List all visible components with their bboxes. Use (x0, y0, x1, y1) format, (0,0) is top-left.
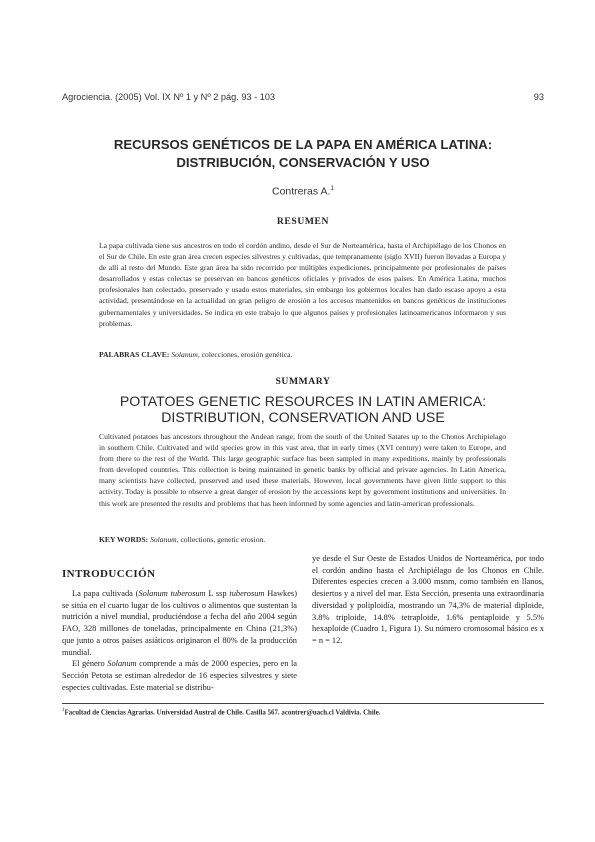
resumen-heading: RESUMEN (276, 216, 330, 227)
title-line-1: RECURSOS GENÉTICOS DE LA PAPA EN AMÉRICA LATINA: (113, 137, 493, 152)
key-words-rest: , collections, genetic erosion. (176, 535, 266, 544)
intro-paragraph-3: ye desde el Sur Oeste de Estados Unidos de Norteamérica, por todo el cordón andino hasta el Archipiélago de los Chonos en Chile. Diferentes especies crecen a 3.000 msnm, como también en llanos, desiertos y a nivel del mar. Esta Sección, presenta una extraordinaria diversidad y poliploidía, mostrando un 74,3% de material diploide, 3.8% triploide, 14.8% tetraploide, 1.6% pentaploide y 5.5% hexaploide (Cuadro 1, Figura 1). Su número cromosomal básico es x = n = 12. (312, 554, 544, 645)
palabras-clave-rest: , colecciones, erosión genética. (197, 350, 293, 359)
right-column (312, 553, 544, 647)
palabras-clave-label: PALABRAS CLAVE: (99, 350, 170, 359)
footnote (62, 708, 544, 716)
page-number: 93 (533, 92, 544, 102)
author-line (62, 185, 544, 198)
author-name: Contreras A. (272, 185, 331, 198)
english-title-line-2: DISTRIBUTION, CONSERVATION AND USE (161, 408, 445, 425)
palabras-clave-italic: Solanum (171, 350, 198, 359)
key-words-italic: Solanum (150, 535, 177, 544)
summary-text: Cultivated potatoes has ancestors throughout the Andean range, from the south of the United Satates up to the Chonos Archipielago in southern Chile. Cultivated and wild species grow in this vast area, that in early times (XVI century) were taken to Europe, and from there to the rest of the World. This large geographic surface has been sampled in many expeditions, mainly by professionals from developed countries. This collection is being maintained in genetic banks by official and private agencies. In Latin America, many scientists have collected, preserved and used these materials. However, local governments have given little support to this activity. Today is possible to observe a great danger of erosion by the accessions kept by government institutions and universities. In this work are presented the results and problems that has been informed by some agencies and latin-american professionals. (99, 432, 506, 508)
intro-paragraph-1: La papa cultivada (Solanum tuberosum L ssp tuberosum Hawkes) se sitúa en el cuarto lugar de los cultivos o alimentos que sustentan la nutrición a nivel mundial, produciéndose a fecha del año 2004 según FAO, 328 millones de toneladas, principalmente en China (21,3%) que junto a otros países asiáticos originaron el 80% de la producción mundial. (62, 589, 297, 657)
intro-paragraph-2: El género Solanum comprende a más de 2000 especies, pero en la Sección Petota se estiman alrededor de 16 especies silvestres y siete especies cultivadas. Este material se distribu- (62, 659, 297, 692)
resumen-text: La papa cultivada tiene sus ancestros en todo el cordón andino, desde el Sur de Norteamérica, hasta el Archipiélago de los Chonos en el Sur de Chile. En este gran área crecen especies silvestres y cultivadas, que tempranamente (siglo XVII) fueron llevadas a Europa y de allí al resto del Mundo. Este gran área ha sido recorrido por múltiples expediciones, principalmente por profesionales de países desarrollados y estas colectas se preservan en bancos genéticos oficiales y privados de esos países. En América Latina, muchos profesionales han colectado, preservado y usado estos materiales, sin embargo los gobiernos locales han dado escaso apoyo a esta actividad, presentándose en la actualidad un gran peligro de erosión a los accesos mantenidos en bancos genéticos de instituciones gubernamentales y universidades. Se indica en este trabajo lo que algunos países y profesionales latinoamericanos informaron y sus problemas. (99, 241, 506, 328)
journal-citation: Agrociencia. (2005) Vol. IX Nº 1 y Nº 2 pág. 93 - 103 (62, 92, 276, 102)
summary-heading: SUMMARY (275, 376, 331, 387)
article-title (62, 136, 544, 172)
left-column (62, 588, 297, 693)
footnote-rule (62, 703, 544, 704)
title-line-2: DISTRIBUCIÓN, CONSERVACIÓN Y USO (176, 155, 430, 170)
english-title (62, 394, 544, 426)
english-title-line-1: POTATOES GENETIC RESOURCES IN LATIN AMERICA: (119, 393, 487, 409)
running-head (62, 92, 544, 102)
author-affiliation-mark: 1 (330, 185, 334, 192)
footnote-text: Facultad de Ciencias Agrarias. Universidad Austral de Chile. Casilla 567. acontrer@uach.cl Valdivia. Chile. (64, 709, 381, 717)
footnote-mark: 1 (62, 708, 65, 713)
introduccion-heading: INTRODUCCIÓN (62, 568, 156, 580)
key-words-label: KEY WORDS: (99, 535, 149, 544)
key-words (99, 535, 506, 544)
palabras-clave (99, 350, 506, 359)
